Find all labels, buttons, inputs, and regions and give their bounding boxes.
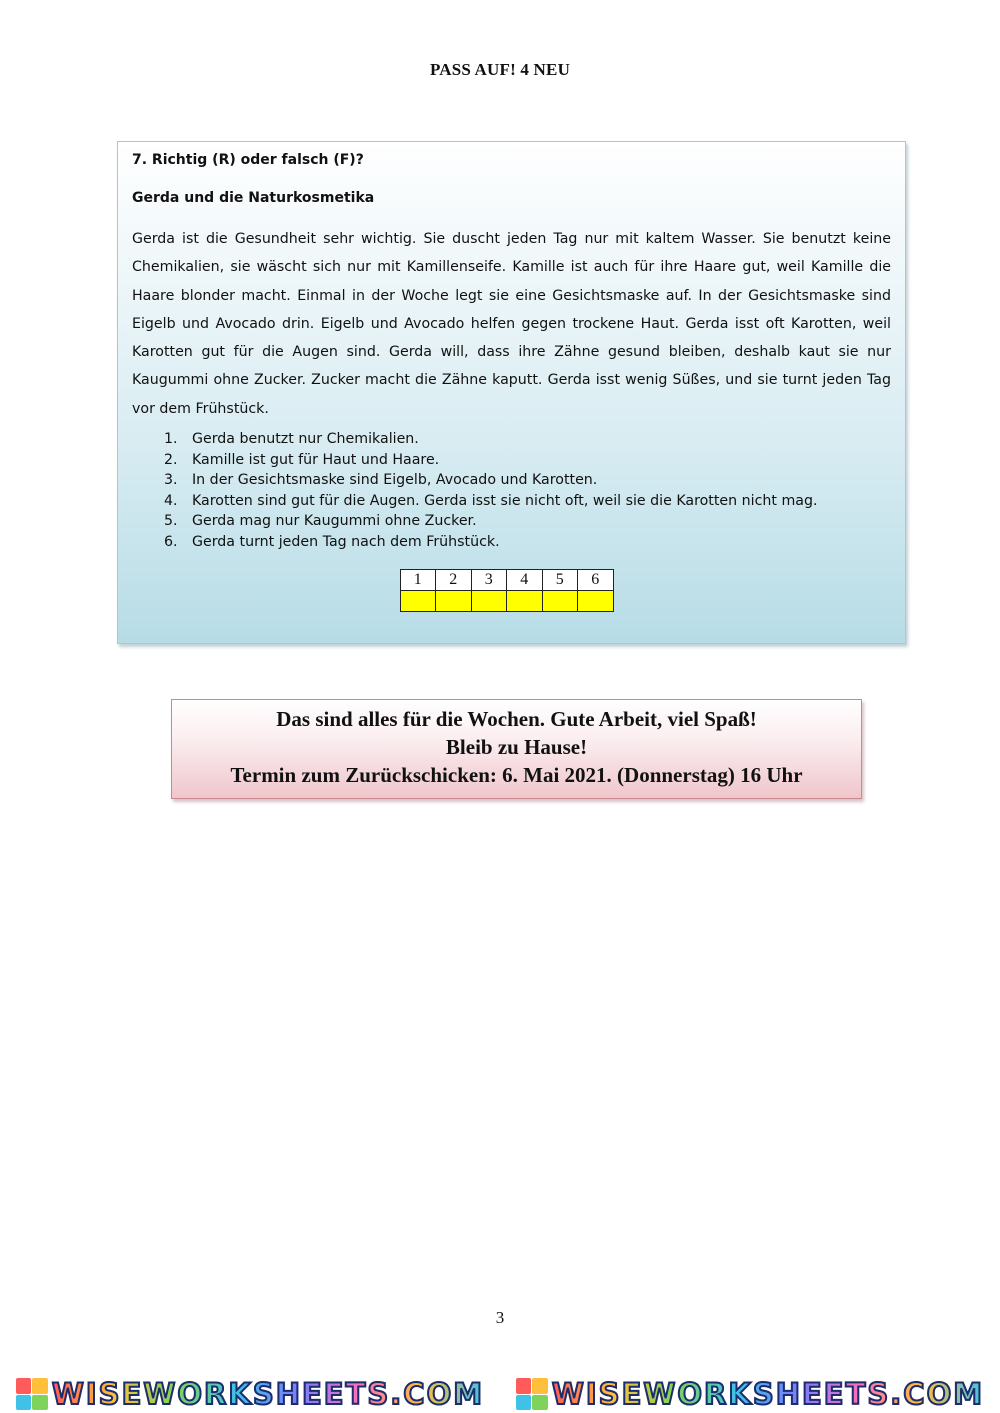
statement-item: [164, 511, 891, 532]
exercise-subtitle: Gerda und die Naturkosmetika: [132, 190, 375, 206]
watermark-text: WISEWORKSHEETS.COM: [51, 1377, 485, 1411]
watermark-unit: [516, 1377, 984, 1411]
closing-line-2: Bleib zu Hause!: [445, 735, 588, 759]
answer-grid-header: 5: [542, 569, 578, 590]
statement-number: 4.: [164, 492, 178, 509]
statement-item: [164, 470, 891, 491]
answer-cell-6[interactable]: [578, 590, 614, 611]
statement-text: Gerda turnt jeden Tag nach dem Frühstück.: [192, 534, 500, 551]
exercise-box: [117, 141, 906, 644]
statement-item: [164, 532, 891, 553]
statement-number: 5.: [164, 513, 178, 530]
answer-grid: [400, 569, 614, 612]
statement-text: Gerda benutzt nur Chemikalien.: [192, 431, 419, 448]
answer-grid-header: 4: [507, 569, 543, 590]
answer-cell-3[interactable]: [471, 590, 507, 611]
answer-cell-2[interactable]: [436, 590, 472, 611]
reading-text: Gerda ist die Gesundheit sehr wichtig. Sie duscht jeden Tag nur mit kaltem Wasser. Sie benutzt keine Chemikalien, sie wäscht sich nur mit Kamillenseife. Kamille ist auch für ihre Haare gut, weil Kamille die Haare blonder macht. Einmal in der Woche legt sie eine Gesichtsmaske auf. In der Gesichtsmaske sind Eigelb und Avocado drin. Eigelb und Avocado helfen gegen trockene Haut. Gerda isst oft Karotten, weil Karotten gut für die Augen sind. Gerda will, dass ihre Zähne gesund bleiben, deshalb kaut sie nur Kaugummi ohne Zucker. Zucker macht die Zähne kaputt. Gerda isst wenig Süßes, und sie turnt jeden Tag vor dem Frühstück.: [132, 231, 891, 417]
wiseworksheets-logo-icon: [16, 1378, 48, 1410]
answer-grid-header: 6: [578, 569, 614, 590]
closing-line-1: Das sind alles für die Wochen. Gute Arbeit, viel Spaß!: [276, 707, 757, 731]
answer-cell-4[interactable]: [507, 590, 543, 611]
closing-line-3: Termin zum Zurückschicken: 6. Mai 2021. (Donnerstag) 16 Uhr: [230, 763, 803, 787]
answer-grid-header: 3: [471, 569, 507, 590]
answer-cell-5[interactable]: [542, 590, 578, 611]
statement-text: In der Gesichtsmaske sind Eigelb, Avocado und Karotten.: [192, 472, 598, 489]
answer-grid-header: 2: [436, 569, 472, 590]
watermark-banner: [0, 1376, 1000, 1412]
answer-cell-1[interactable]: [400, 590, 436, 611]
statement-number: 2.: [164, 451, 178, 468]
page-number: 3: [495, 1308, 505, 1327]
statement-item: [164, 491, 891, 512]
watermark-text: WISEWORKSHEETS.COM: [551, 1377, 985, 1411]
statement-text: Karotten sind gut für die Augen. Gerda isst sie nicht oft, weil sie die Karotten nicht mag.: [192, 492, 818, 509]
statement-item: [164, 450, 891, 471]
page-header: PASS AUF! 4 NEU: [429, 60, 571, 79]
statement-text: Kamille ist gut für Haut und Haare.: [192, 451, 440, 468]
statement-item: [164, 429, 891, 450]
statement-text: Gerda mag nur Kaugummi ohne Zucker.: [192, 513, 477, 530]
wiseworksheets-logo-icon: [516, 1378, 548, 1410]
exercise-title: 7. Richtig (R) oder falsch (F)?: [132, 152, 364, 168]
statement-list: [164, 429, 891, 553]
answer-grid-header-row: [400, 569, 613, 590]
answer-grid-header: 1: [400, 569, 436, 590]
answer-grid-answer-row: [400, 590, 613, 611]
statement-number: 3.: [164, 472, 178, 489]
watermark-unit: [16, 1377, 484, 1411]
statement-number: 1.: [164, 431, 178, 448]
statement-number: 6.: [164, 534, 178, 551]
closing-box: [171, 699, 862, 799]
